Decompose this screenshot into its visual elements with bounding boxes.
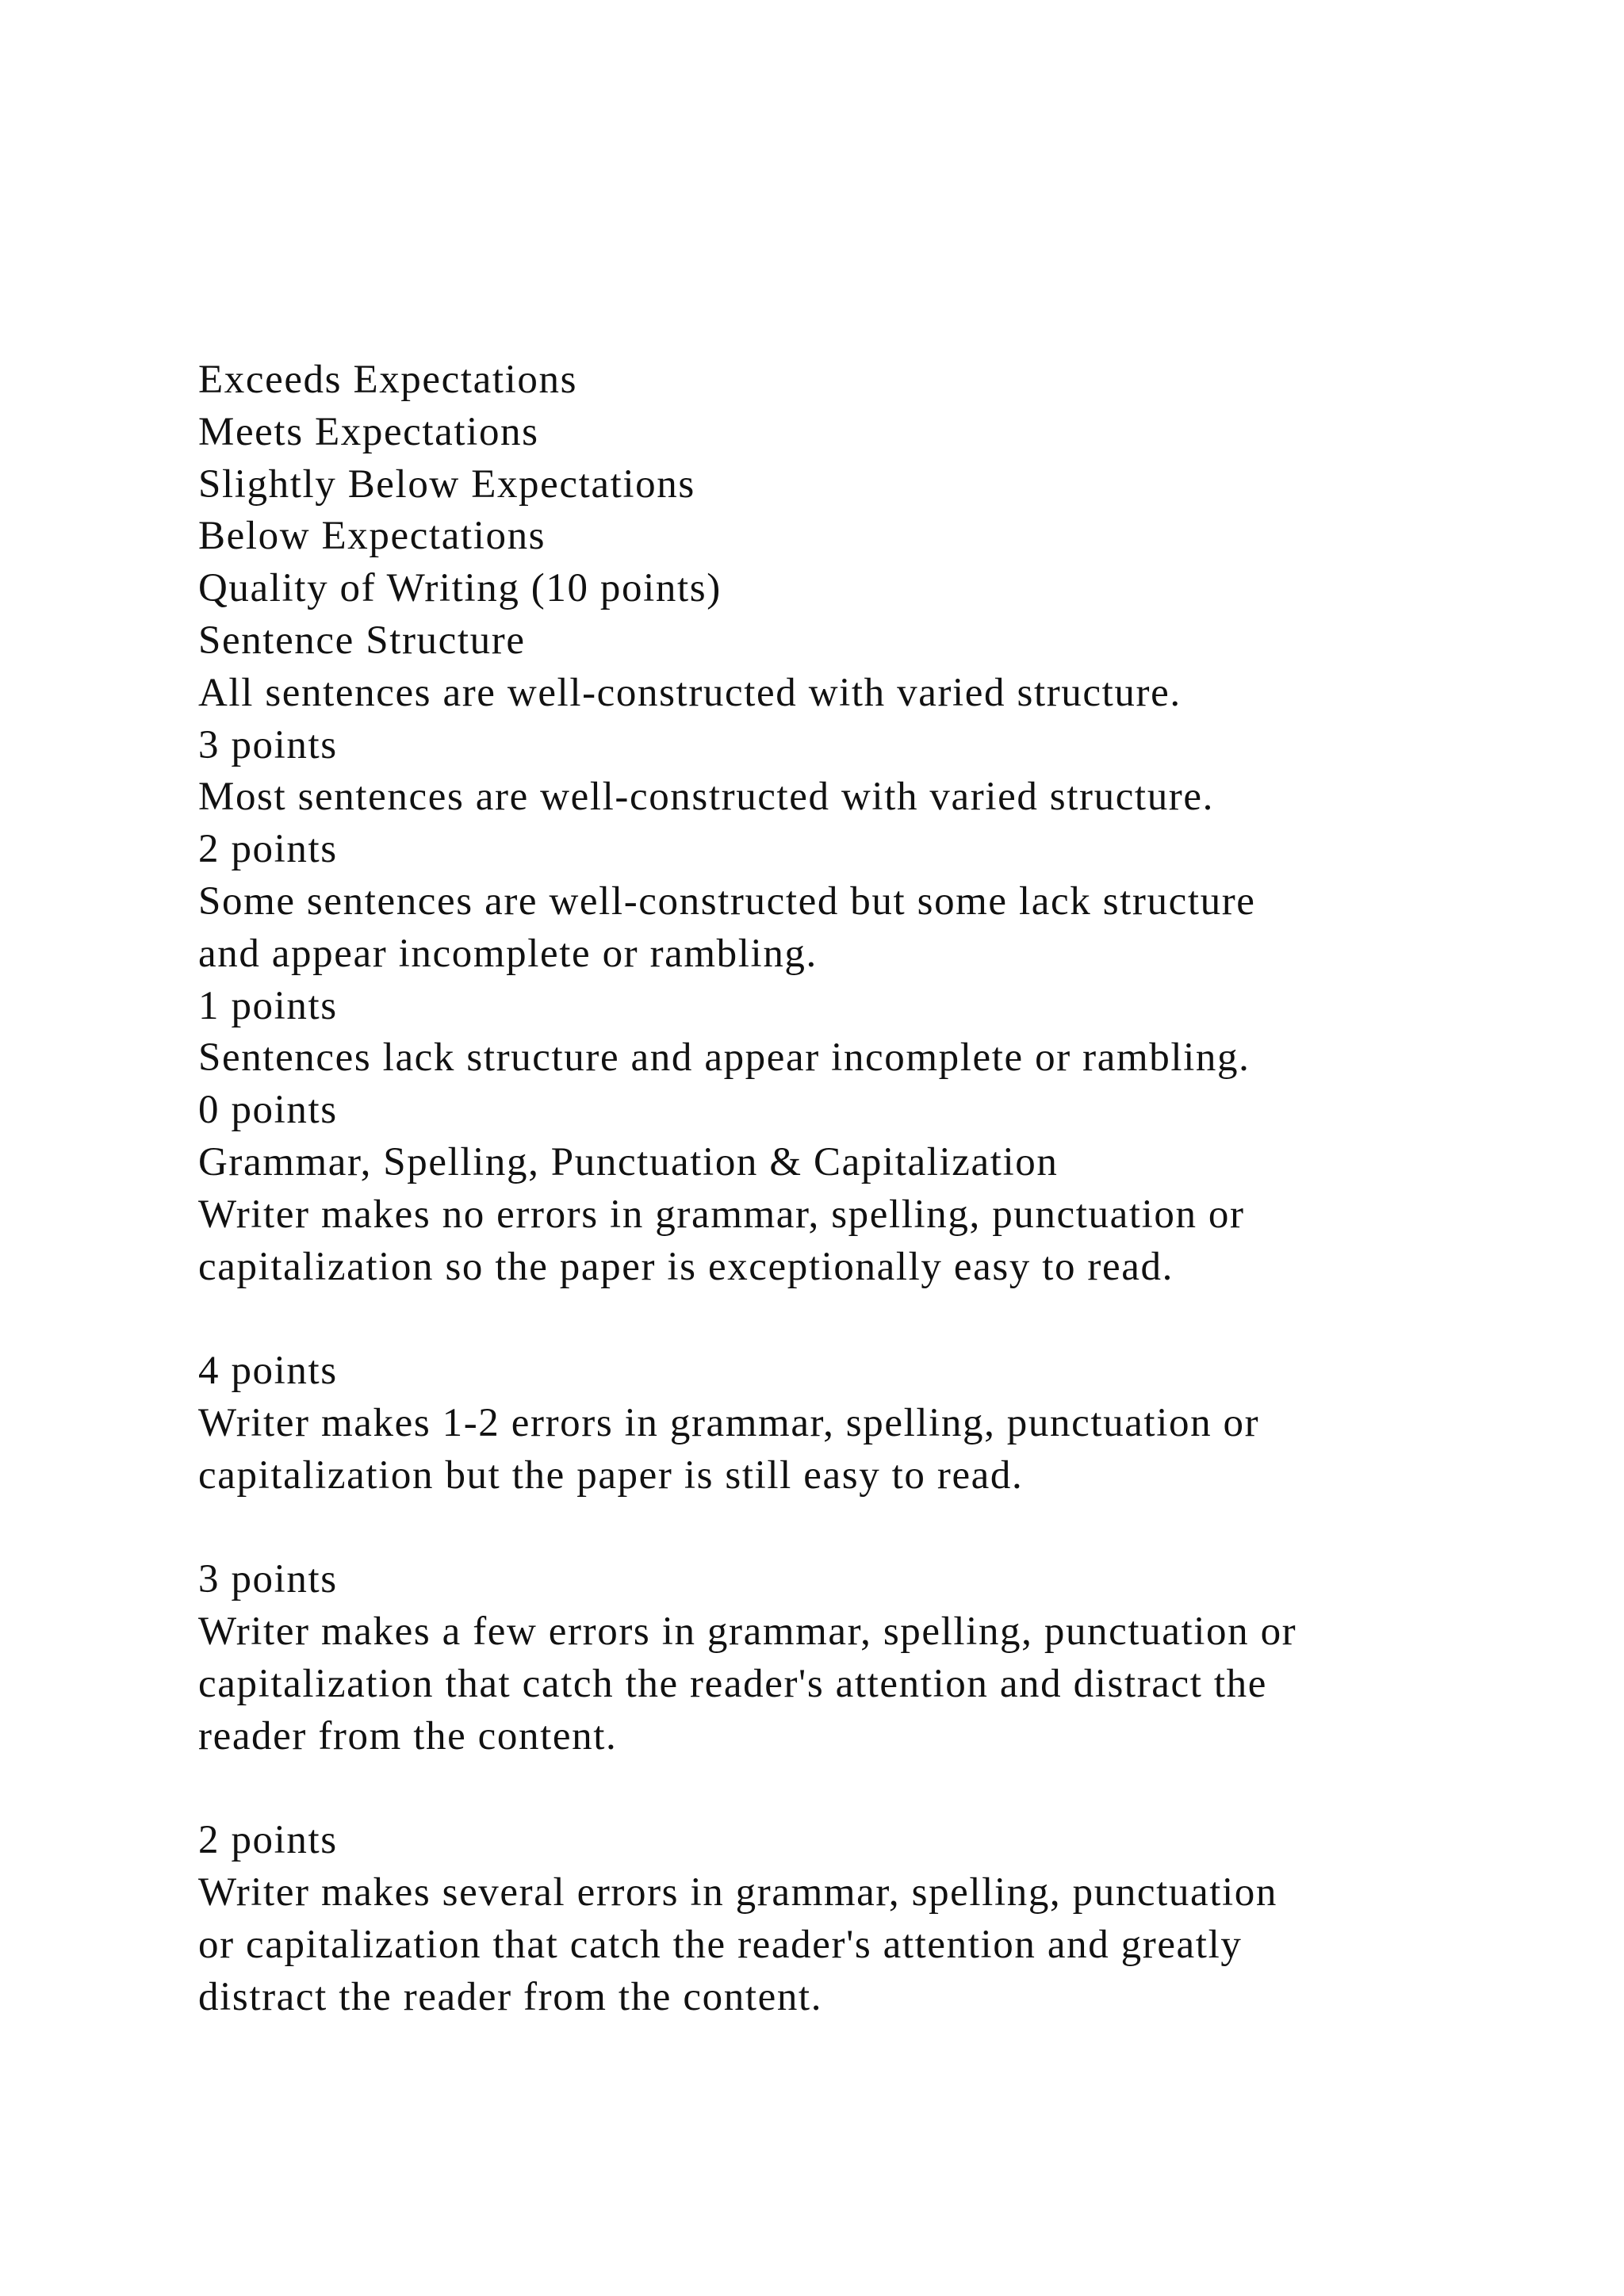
points-line: 2 points bbox=[198, 1818, 338, 1863]
rubric-text-line: Writer makes 1-2 errors in grammar, spelling, punctuation or bbox=[198, 1400, 1260, 1445]
rubric-text-line: distract the reader from the content. bbox=[198, 1974, 823, 2019]
section-quality-of-writing: Quality of Writing (10 points) bbox=[198, 566, 722, 611]
rubric-text-line: Some sentences are well-constructed but some lack structure bbox=[198, 878, 1256, 924]
rubric-text-line: or capitalization that catch the reader's attention and greatly bbox=[198, 1922, 1243, 1967]
points-line: 3 points bbox=[198, 1557, 338, 1602]
points-line: 0 points bbox=[198, 1088, 338, 1133]
heading-exceeds-expectations: Exceeds Expectations bbox=[198, 358, 578, 402]
points-line: 2 points bbox=[198, 827, 338, 872]
blank-line bbox=[198, 1293, 1546, 1345]
rubric-text-line: Most sentences are well-constructed with varied structure. bbox=[198, 775, 1214, 820]
rubric-text-line: Writer makes a few errors in grammar, spelling, punctuation or bbox=[198, 1609, 1297, 1655]
rubric-text-line: Writer makes several errors in grammar, spelling, punctuation bbox=[198, 1870, 1277, 1915]
heading-slightly-below-expectations: Slightly Below Expectations bbox=[198, 461, 695, 507]
heading-meets-expectations: Meets Expectations bbox=[198, 409, 539, 454]
rubric-text-line: capitalization but the paper is still easy to read. bbox=[198, 1452, 1024, 1498]
rubric-text-line: Sentences lack structure and appear incomplete or rambling. bbox=[198, 1035, 1251, 1081]
blank-line bbox=[198, 1763, 1546, 1816]
points-line: 3 points bbox=[198, 722, 338, 767]
document-body bbox=[198, 354, 1546, 2024]
points-line: 1 points bbox=[198, 983, 338, 1028]
rubric-text-line: capitalization that catch the reader's attention and distract the bbox=[198, 1661, 1267, 1706]
rubric-text-line: reader from the content. bbox=[198, 1713, 618, 1758]
heading-below-expectations: Below Expectations bbox=[198, 514, 546, 559]
blank-line bbox=[198, 1502, 1546, 1555]
rubric-text-line: and appear incomplete or rambling. bbox=[198, 931, 818, 976]
rubric-text-line: Writer makes no errors in grammar, spelling, punctuation or bbox=[198, 1192, 1245, 1237]
criterion-grammar-spelling: Grammar, Spelling, Punctuation & Capitalization bbox=[198, 1139, 1059, 1184]
rubric-text-line: All sentences are well-constructed with varied structure. bbox=[198, 670, 1182, 715]
criterion-sentence-structure: Sentence Structure bbox=[198, 618, 526, 663]
rubric-text-line: capitalization so the paper is exceptionally easy to read. bbox=[198, 1244, 1174, 1289]
points-line: 4 points bbox=[198, 1349, 338, 1394]
